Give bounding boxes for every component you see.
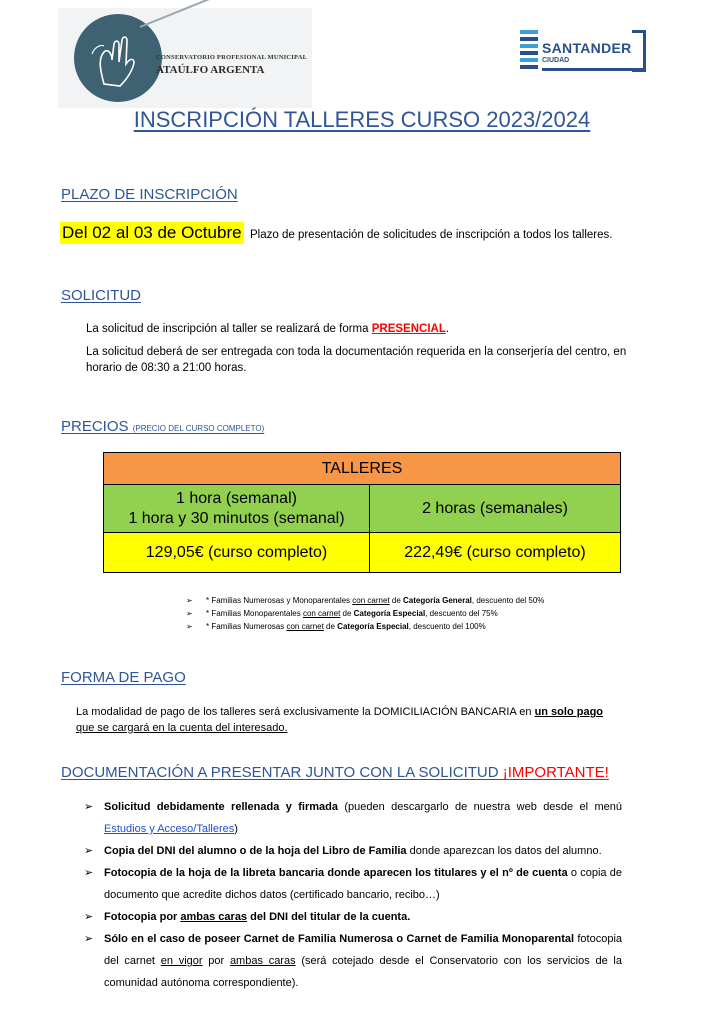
presencial-highlight: PRESENCIAL bbox=[371, 323, 446, 335]
col1-line2: 1 hora y 30 minutos (semanal) bbox=[128, 509, 345, 527]
list-item: ➢ Fotocopia de la hoja de la libreta bancaria donde aparecen los titulares y el nº de cuenta o copia de documento que acredite dichos datos (certificado bancario, recibo…) bbox=[84, 862, 622, 906]
list-item: ➢ Sólo en el caso de poseer Carnet de Familia Numerosa o Carnet de Familia Monoparental fotocopia del carnet en vigor por ambas caras (será cotejado desde el Conservatorio con los servicios de la comunidad autónoma correspondiente). bbox=[84, 928, 622, 994]
price-table-col2: 2 horas (semanales) bbox=[370, 485, 621, 533]
logo-institution-name: ATAÚLFO ARGENTA bbox=[156, 64, 265, 76]
pago-heading: FORMA DE PAGO bbox=[61, 669, 186, 686]
santander-subtitle: CIUDAD bbox=[542, 57, 570, 64]
conservatorio-logo bbox=[58, 8, 312, 108]
un-solo-pago: un solo pago bbox=[534, 706, 604, 718]
pago-paragraph: La modalidad de pago de los talleres será exclusivamente la DOMICILIACIÓN BANCARIA en un solo pago que se cargará en la cuenta del interesado. bbox=[76, 706, 604, 734]
plazo-heading: PLAZO DE INSCRIPCIÓN bbox=[61, 186, 238, 203]
price-table-header: TALLERES bbox=[104, 453, 621, 485]
plazo-text: Plazo de presentación de solicitudes de inscripción a todos los talleres. bbox=[250, 229, 613, 241]
price-table-col1 bbox=[104, 485, 370, 533]
col1-line1: 1 hora (semanal) bbox=[176, 489, 297, 507]
discount-item: ➢ * Familias Monoparentales con carnet de Categoría Especial, descuento del 75% bbox=[186, 609, 498, 618]
page-title: INSCRIPCIÓN TALLERES CURSO 2023/2024 bbox=[133, 107, 591, 132]
list-item: ➢ Solicitud debidamente rellenada y firmada (pueden descargarlo de nuestra web desde el menú Estudios y Acceso/Talleres) bbox=[84, 796, 622, 840]
santander-name: SANTANDER bbox=[542, 40, 632, 56]
arrow-bullet-icon: ➢ bbox=[84, 867, 94, 879]
hands-emblem-icon bbox=[74, 14, 162, 102]
price-2: 222,49€ (curso completo) bbox=[370, 533, 621, 573]
importante-warning: ¡IMPORTANTE! bbox=[502, 764, 609, 781]
discount-list bbox=[186, 594, 544, 633]
documentation-list bbox=[84, 796, 622, 994]
arrow-bullet-icon: ➢ bbox=[84, 801, 94, 813]
plazo-dates: Del 02 al 03 de Octubre bbox=[62, 223, 242, 242]
solicitud-p1-before: La solicitud de inscripción al taller se realizará de forma bbox=[86, 323, 372, 335]
price-1: 129,05€ (curso completo) bbox=[104, 533, 370, 573]
arrow-bullet-icon: ➢ bbox=[186, 622, 193, 631]
arrow-bullet-icon: ➢ bbox=[84, 933, 94, 945]
arrow-bullet-icon: ➢ bbox=[84, 911, 94, 923]
arrow-bullet-icon: ➢ bbox=[84, 845, 94, 857]
precios-heading bbox=[61, 418, 264, 435]
frame-icon bbox=[632, 30, 646, 72]
logo-baseline bbox=[542, 68, 646, 71]
arrow-bullet-icon: ➢ bbox=[186, 609, 193, 618]
solicitud-paragraph-2: La solicitud deberá de ser entregada con toda la documentación requerida en la conserjería del centro, en horario de 08:30 a 21:00 horas. bbox=[86, 346, 627, 374]
discount-item: ➢ * Familias Numerosas y Monoparentales con carnet de Categoría General, descuento del 50% bbox=[186, 596, 545, 605]
documentacion-heading: DOCUMENTACIÓN A PRESENTAR JUNTO CON LA SOLICITUD ¡IMPORTANTE! bbox=[61, 764, 609, 781]
stripes-icon bbox=[520, 30, 538, 72]
solicitud-heading: SOLICITUD bbox=[61, 287, 142, 304]
precios-heading-note: (PRECIO DEL CURSO COMPLETO) bbox=[132, 424, 265, 433]
arrow-bullet-icon: ➢ bbox=[186, 596, 193, 605]
precios-heading-main: PRECIOS bbox=[61, 418, 129, 435]
solicitud-p1-after: . bbox=[445, 323, 450, 335]
logo-institution-line: CONSERVATORIO PROFESIONAL MUNICIPAL bbox=[156, 54, 308, 61]
price-table bbox=[103, 452, 621, 573]
discount-item: ➢ * Familias Numerosas con carnet de Categoría Especial, descuento del 100% bbox=[186, 622, 486, 631]
list-item: ➢ Copia del DNI del alumno o de la hoja del Libro de Familia donde aparezcan los datos del alumno. bbox=[84, 840, 622, 862]
list-item: ➢ Fotocopia por ambas caras del DNI del titular de la cuenta. bbox=[84, 906, 622, 928]
santander-logo bbox=[520, 30, 650, 76]
estudios-acceso-link[interactable]: Estudios y Acceso/Talleres bbox=[104, 823, 235, 835]
solicitud-paragraph-1 bbox=[86, 321, 654, 337]
